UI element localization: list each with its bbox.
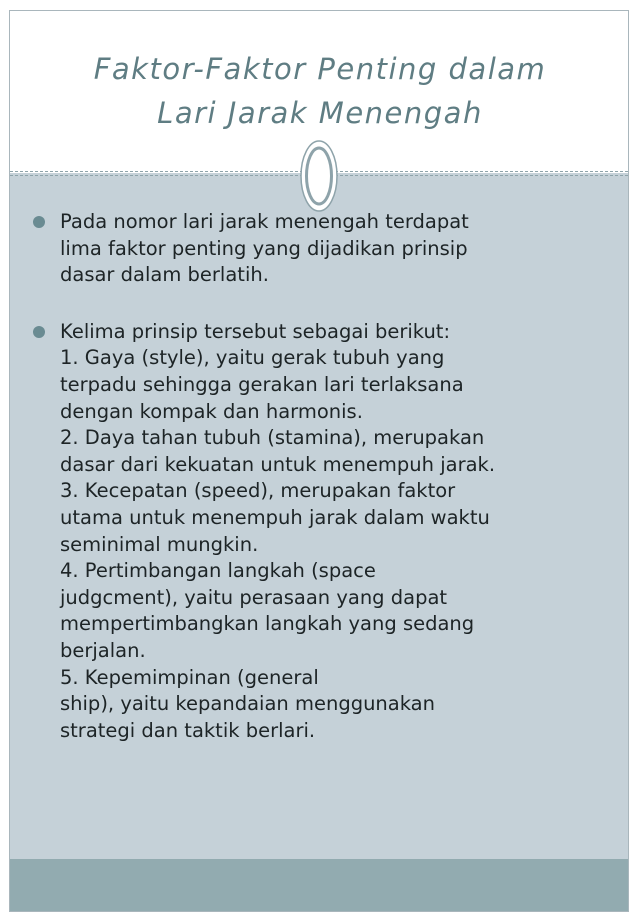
slide-title-line-1: Faktor-Faktor Penting dalam [93, 52, 547, 86]
slide [9, 10, 629, 912]
slide-title [40, 47, 600, 135]
bullet-item-1 [32, 209, 622, 289]
bullet-2-line: seminimal mungkin. [60, 532, 259, 556]
slide-content [32, 209, 622, 774]
slide-title-line-2: Lari Jarak Menengah [157, 96, 483, 130]
bullet-2-line: utama untuk menempuh jarak dalam waktu [60, 505, 490, 529]
bullet-2-line: dasar dari kekuatan untuk menempuh jarak. [60, 452, 496, 476]
bullet-dot-icon [33, 216, 45, 228]
bullet-2-line: berjalan. [60, 638, 146, 662]
bullet-2-line: strategi dan taktik berlari. [60, 718, 316, 742]
bullet-item-2 [32, 319, 622, 745]
bullet-2-line: ship), yaitu kepandaian menggunakan [60, 692, 435, 716]
bullet-2-line: 1. Gaya (style), yaitu gerak tubuh yang [60, 346, 445, 370]
bullet-2-line: 3. Kecepatan (speed), merupakan faktor [60, 479, 456, 503]
bullet-1-line: lima faktor penting yang dijadikan prinsip [60, 236, 468, 260]
bullet-dot-icon [33, 326, 45, 338]
bullet-2-line: 5. Kepemimpinan (general [60, 665, 319, 689]
footer-band [10, 859, 628, 911]
bullet-1-line: dasar dalam berlatih. [60, 263, 269, 287]
bullet-2-line: dengan kompak dan harmonis. [60, 399, 363, 423]
bullet-1-line: Pada nomor lari jarak menengah terdapat [60, 210, 469, 233]
bullet-2-line: 2. Daya tahan tubuh (stamina), merupakan [60, 426, 485, 450]
bullet-2-line: terpadu sehingga gerakan lari terlaksana [60, 372, 464, 396]
bullet-2-line: judgcment), yaitu perasaan yang dapat [60, 585, 448, 609]
bullet-2-line: mempertimbangkan langkah yang sedang [60, 612, 475, 636]
bullet-2-line: 4. Pertimbangan langkah (space [60, 559, 376, 583]
oval-ornament-icon [299, 138, 339, 214]
bullet-2-line: Kelima prinsip tersebut sebagai berikut: [60, 319, 451, 343]
